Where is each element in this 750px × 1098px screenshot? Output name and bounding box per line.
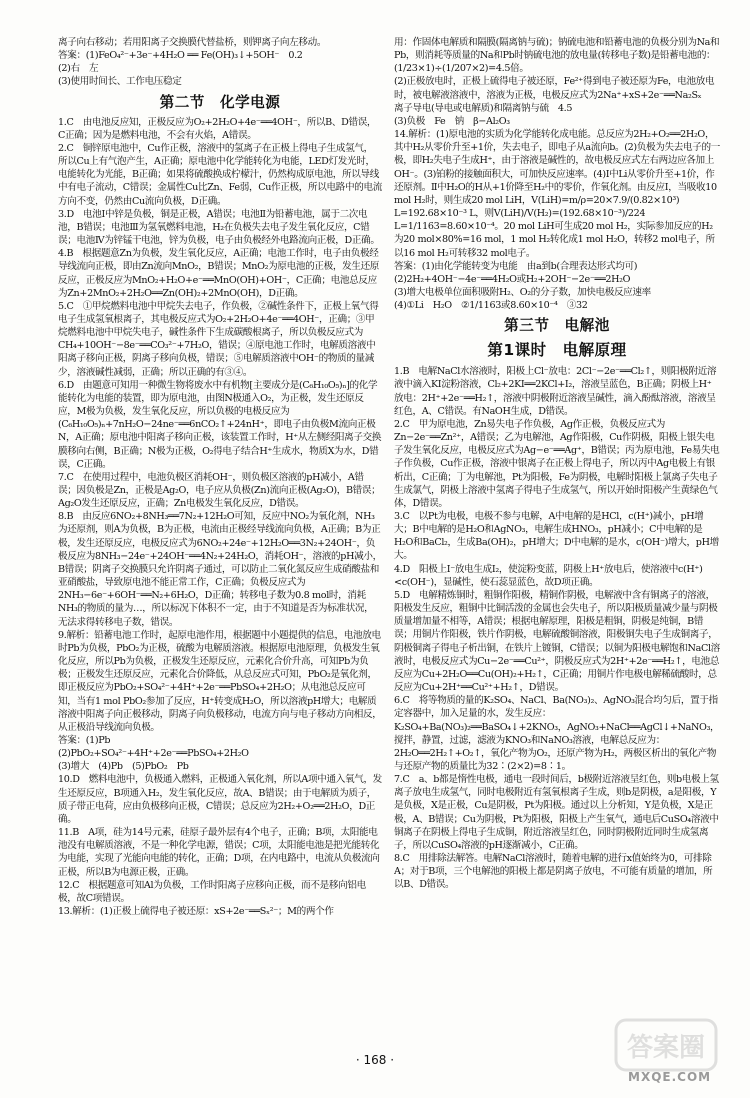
answer-item: 6.D 由题意可知用一种微生物将废水中有机物[主要成分是(C₆H₁₀O₅)ₙ]的化学能转化为电能的装置，即为原电池，由图N极通入O₂，为正极，发生还原反应，M极为负极，发生氧化反应，所以负极的电极反应为(C₆H₁₀O₅)ₙ+7nH₂O−24ne⁻══6nCO₂↑+24nH⁺，即电子由负极M流向正极N，A正确；原电池中阳离子移向正极，该装置工作时，H⁺从左侧经阳离子交换膜移向右侧，B正确；N极为正极，O₂得电子结合H⁺生成水，物质X为水，D错误，C正确。 xyxy=(58,379,382,470)
answer-item: 答案：(1)Pb xyxy=(58,734,111,746)
answer-item: 10.D 燃料电池中，负极通入燃料，正极通入氧化剂，所以A项中通入氧气，发生还原反应，B项通入H₂，发生氧化反应，故A、B错误；由于电解质为质子，质子带正电荷，应由负极移向正极，C错误；总反应为2H₂+O₂══2H₂O，D正确。 xyxy=(58,774,382,825)
answer-item: 13.解析：(1)正极上硫得电子被还原：xS+2e⁻══Sₓ²⁻；M的两个作 xyxy=(58,906,334,917)
answer-item: (2)PbO₂+SO₄²⁻+4H⁺+2e⁻══PbSO₄+2H₂O xyxy=(58,748,249,760)
section-title: 第三节 电解池 xyxy=(504,317,610,335)
answer-item: 6.C 将等物质的量的K₂SO₄、NaCl、Ba(NO₃)₂、AgNO₃混合均匀后，置于指定容器中，加入足量的水，发生反应：K₂SO₄+Ba(NO₃)₂══BaSO₄↓+2KNO₃，AgNO₃+NaCl══AgCl↓+NaNO₃，搅拌，静置，过滤，滤液为KNO₃和NaNO₃溶液，电解总反应为：2H₂O══2H₂↑+O₂↑，氧化产物为O₂，还原产物为H₂，两极区析出的氧化产物与还原产物的质量比为32∶(2×2)=8∶1。 xyxy=(394,695,720,772)
answer-line: (4)①Li H₂O ②1/1163或8.60×10⁻⁴ ③32 xyxy=(394,300,588,312)
answer-item: 7.C a、b都是惰性电极，通电一段时间后，b极附近溶液呈红色，则b电极上氢离子放电生成氢气，同时电极附近有氢氧根离子生成，则b是阴极，a是阳极，Y是负极，X是正极，Cu是阴极，Pt为阳极。通过以上分析知，Y是负极，X是正极，A、B错误；Cu为阴极，Pt为阳极，阳极上产生氧气，通电后CuSO₄溶液中铜离子在阴极上得电子生成铜，附近溶液呈红色，同时阴极附近同时生成氢离子，所以CuSO₄溶液的pH逐渐减小，C正确。 xyxy=(394,774,719,851)
answer-line: 答案：(1)由化学能转变为电能 由a到b(合理表达形式均可) xyxy=(394,260,638,272)
section-title: 第二节 化学电源 xyxy=(159,93,281,111)
answer-item: 5.D 电解精炼铜时，粗铜作阳极，精铜作阴极，电解液中含有铜离子的溶液，阳极发生反应，粗铜中比铜活泼的金属也会失电子，所以阳极质量减少量与阴极质量增加量不相等，A错误；根据电解原理，阳极是粗铜，阴极是纯铜，B错误；用铜片作阳极，铁片作阴极，电解硫酸铜溶液，阳极铜失电子生成铜离子，阴极铜离子得电子析出铜，在铁片上镀铜，C错误；以铜为阳极电解饱和NaCl溶液时，电极反应式为Cu−2e⁻══Cu²⁺，阴极反应式为2H⁺+2e⁻══H₂↑，电池总反应为Cu+2H₂O══Cu(OH)₂+H₂↑，C正确；用铜片作电极电解稀硫酸时，总反应为Cu+2H⁺══Cu²⁺+H₂↑，D错误。 xyxy=(394,589,720,694)
page-number: · 168 · xyxy=(355,1053,395,1067)
right-column xyxy=(394,36,720,1056)
left-answers xyxy=(58,116,382,919)
right-top-lines xyxy=(394,36,720,312)
watermark-url: MXQE.COM xyxy=(628,1070,712,1084)
answer-item: 3.C 以Pt为电极，电极不参与电解，A中电解的是HCl，c(H⁺)减小，pH增大；B中电解的是H₂O和AgNO₃，电解生成HNO₃，pH减小；C中电解的是H₂O和BaCl₂，生成Ba(OH)₂，pH增大；D中电解的是水，c(OH⁻)增大，pH增大。 xyxy=(394,511,719,562)
answer-item: 8.B 由反应6NO₂+8NH₃══7N₂+12H₂O可知，反应中NO₂为氧化剂，NH₃为还原剂，则A为负极，B为正极，电流由正极经导线流向负极，A正确；B为正极，发生还原反应，电极反应式为6NO₂+24e⁻+12H₂O══3N₂+24OH⁻，负极反应为8NH₃−24e⁻+24OH⁻══4N₂+24H₂O，消耗OH⁻，溶液的pH减小，B错误；阴离子交换膜只允许阴离子通过，可以防止二氧化氮反应生成硝酸盐和亚硝酸盐，导致原电池不能正常工作，C正确；负极反应式为2NH₃−6e⁻+6OH⁻══N₂+6H₂O，D正确；转移电子数为0.8 mol时，消耗NH₃的物质的量为…，所以标况下体积不一定，由于不知道是否为标准状况，无法求得转移电子数，错误。 xyxy=(58,511,382,628)
answer-item: 7.C 在使用过程中，电池负极区消耗OH⁻，则负极区溶液的pH减小，A错误；因负极是Zn，正极是Ag₂O，电子应从负极(Zn)流向正极(Ag₂O)，B错误；Ag₂O发生还原反应，正确；Zn电极发生氧化反应，D错误。 xyxy=(58,471,381,510)
left-column xyxy=(58,36,382,1056)
watermark-logo-text: 答案圈 xyxy=(626,1033,706,1063)
answer-item: 2.C 甲为原电池，Zn易失电子作负极，Ag作正极，负极反应式为Zn−2e⁻══Zn²⁺，A错误；乙为电解池，Ag作阳极，Cu作阴极，阳极上银失电子发生氧化反应，电极反应式为Ag−e⁻══Ag⁺，B错误；丙为原电池，Fe易失电子作负极，Cu作正极，溶液中银离子在正极上得电子，所以丙中Ag电极上有银析出，C正确；丁为电解池，Pt为阳极，Fe为阴极，电解时阳极上氯离子失电子生成氯气，阴极上溶液中氢离子得电子生成氢气，所以开始时阳极产生黄绿色气体，D错误。 xyxy=(394,418,720,509)
answer-line: (2)2H₂+4OH⁻−4e⁻══4H₂O或H₂+2OH⁻−2e⁻══2H₂O xyxy=(394,273,631,285)
answer-item: 3.D 电池Ⅰ中锌是负极，铜是正极，A错误；电池Ⅱ为铅蓄电池，属于二次电池，B错误；电池Ⅲ为氢氧燃料电池，H₂在负极失去电子发生氧化反应，C错误；电池Ⅳ为锌锰干电池，锌为负极，电子由负极经外电路流向正极，D正确。 xyxy=(58,208,380,247)
answer-item: 8.C 用排除法解答。电解NaCl溶液时，随着电解的进行x值始终为0，可排除A；对于B项，三个电解池的阳极上都是阴离子放电，不可能有质量的增加，所以B、D错误。 xyxy=(394,853,713,891)
answer-item: 4.B 根据题意Zn为负极，发生氧化反应，A正确；电池工作时，电子由负极经导线流向正极，即由Zn流向MnO₂，B错误；MnO₂为原电池的正极，发生还原反应，正极反应为MnO₂+H₂O+e⁻══MnO(OH)+OH⁻，C正确；电池总反应为Zn+2MnO₂+2H₂O══Zn(OH)₂+2MnO(OH)，D正确。 xyxy=(58,248,380,299)
answer-item: 4.D 阳极上I⁻放电生成I₂，使淀粉变蓝，阴极上H⁺放电后，使溶液中c(H⁺)<c(OH⁻)，显碱性，使石蕊显蓝色，故D项正确。 xyxy=(394,563,703,588)
answer-item: 14.解析：(1)原电池的实质为化学能转化成电能。总反应为2H₂+O₂══2H₂O，其中H₂从零价升至+1价，失去电子，即电子从a流向b。(2)负极为失去电子的一极，即H₂失电子生成H⁺，由于溶液是碱性的，故电极反应式左右两边应各加上OH⁻。(3)铂粉的接触面积大，可加快反应速率。(4)Ⅰ中Li从零价升至+1价，作还原剂。Ⅱ中H₂O的H从+1价降至H₂中的零价，作氧化剂。由反应Ⅰ，当吸收10 mol H₂时，则生成20 mol LiH，V(LiH)=m/ρ=20×7.9/(0.82×10³) L=192.68×10⁻³ L，则V(LiH)/V(H₂)=(192.68×10⁻³)/224 L=1/1163=8.60×10⁻⁴。20 mol LiH可生成20 mol H₂，实际参加反应的H₂为20 mol×80%=16 mol，1 mol H₂转化成1 mol H₂O，转移2 mol电子，所以16 mol H₂可转移32 mol电子。 xyxy=(394,129,720,259)
answer-line: (3)使用时间长、工作电压稳定 xyxy=(58,76,182,88)
answer-line: (3)增大电极单位面积吸附H₂、O₂的分子数，加快电极反应速率 xyxy=(394,286,651,298)
text-line: 用：作固体电解质和隔膜(隔离钠与硫)；钠硫电池和铅蓄电池的负极分别为Na和Pb，则消耗等质量的Na和Pb时钠硫电池的放电量(转移电子数)是铅蓄电池的：(1/23×1)÷(1/207×2)=4.5倍。 xyxy=(394,37,720,75)
answer-item: 2.C 铜锌原电池中，Cu作正极，溶液中的氢离子在正极上得电子生成氢气，所以Cu上有气泡产生，A正确；原电池中化学能转化为电能，LED灯发光时，电能转化为光能，B正确；如果将硫酸换成柠檬汁，仍然构成原电池，所以导线中有电子流动，C错误；金属性Cu比Zn、Fe弱，Cu作正极，所以电路中的电流方向不变，仍然由Cu流向负极，D正确。 xyxy=(58,142,382,207)
answer-item: 1.B 电解NaCl水溶液时，阳极上Cl⁻放电：2Cl⁻−2e⁻══Cl₂↑，则阳极附近溶液中滴入KI淀粉溶液，Cl₂+2KI══2KCl+I₂，溶液呈蓝色，B正确；阴极上H⁺放电：2H⁺+2e⁻══H₂↑，溶液中阴极附近溶液呈碱性，滴入酚酞溶液，溶液呈红色，A、C错误。有NaOH生成，D错误。 xyxy=(394,366,717,417)
text-line: (2)正极放电时，正极上硫得电子被还原，Fe²⁺得到电子被还原为Fe，电池放电时，被电解液溶液中，溶液为正极，电极反应式为2Na⁺+xS+2e⁻══Na₂Sₓ xyxy=(394,76,715,101)
answer-item: 9.解析：铅蓄电池工作时，起原电池作用，根据题中小题提供的信息，电池放电时Pb为负极，PbO₂为正极，硫酸为电解质溶液。根据原电池原理，负极发生氧化反应，所以Pb为负极，正极发生还原反应，元素化合价升高，可知Pb为负极；正极发生还原反应，元素化合价降低，从总反应式可知，PbO₂是氧化剂，即正极反应为PbO₂+SO₄²⁻+4H⁺+2e⁻══PbSO₄+2H₂O；从电池总反应可知，当有1 mol PbO₂参加了反应，H⁺转变成H₂O，所以溶液pH增大；电解质溶液中阳离子向正极移动，阴离子向负极移动，电流方向与电子移动方向相反，从正极沿导线流向负极。 xyxy=(58,629,382,733)
answer-line: 答案：(1)FeO₄²⁻+3e⁻+4H₂O ══ Fe(OH)₃↓+5OH⁻ 0.2 xyxy=(58,50,303,62)
answer-line: (2)右 左 xyxy=(58,63,99,75)
answer-item: 1.C 由电池反应知，正极反应为O₂+2H₂O+4e⁻══4OH⁻，所以B、D错误，C正确；因为是燃料电池，不会有火焰，A错误。 xyxy=(58,116,377,141)
answer-item: 12.C 根据题意可知Al为负极，工作时阳离子应移向正极，而不是移向铝电极，故C项错误。 xyxy=(58,879,366,904)
text-line: 离子导电(导电或电解质)和隔离钠与硫 4.5 xyxy=(394,102,573,114)
left-top-lines xyxy=(58,36,382,89)
right-answers xyxy=(394,365,720,891)
lesson-title: 第1课时 电解原理 xyxy=(487,341,627,360)
text-line: 离子向右移动；若用阳离子交换膜代替盐桥，则钾离子向左移动。 xyxy=(58,37,327,48)
answer-item: (3)增大 (4)Pb (5)PbO₂ Pb xyxy=(58,761,189,773)
answer-item: 11.B A项，硅为14号元素，硅原子最外层有4个电子，正确；B项，太阳能电池没有电解质溶液，不是一种化学电源，错误；C项，太阳能电池是把光能转化为电能，实现了光能向电能的转化，正确；D项，在内电路中，电流从负极流向正极，所以B为电源正极，正确。 xyxy=(58,827,380,878)
text-line: (3)负极 Fe 钠 β−Al₂O₃ xyxy=(394,115,510,127)
answer-item: 5.C ①甲烷燃料电池中甲烷失去电子，作负极，②碱性条件下，正极上氧气得电子生成氢氧根离子，其电极反应式为O₂+2H₂O+4e⁻══4OH⁻，正确；③甲烷燃料电池中甲烷失电子，碱性条件下生成碳酸根离子，所以负极反应式为CH₄+10OH⁻−8e⁻══CO₃²⁻+7H₂O，错误；④原电池工作时，电解质溶液中阳离子移向正极，阴离子移向负极，错误；⑤电解质溶液中OH⁻的物质的量减少，溶液碱性减弱，正确；所以正确的有③④。 xyxy=(58,300,379,378)
